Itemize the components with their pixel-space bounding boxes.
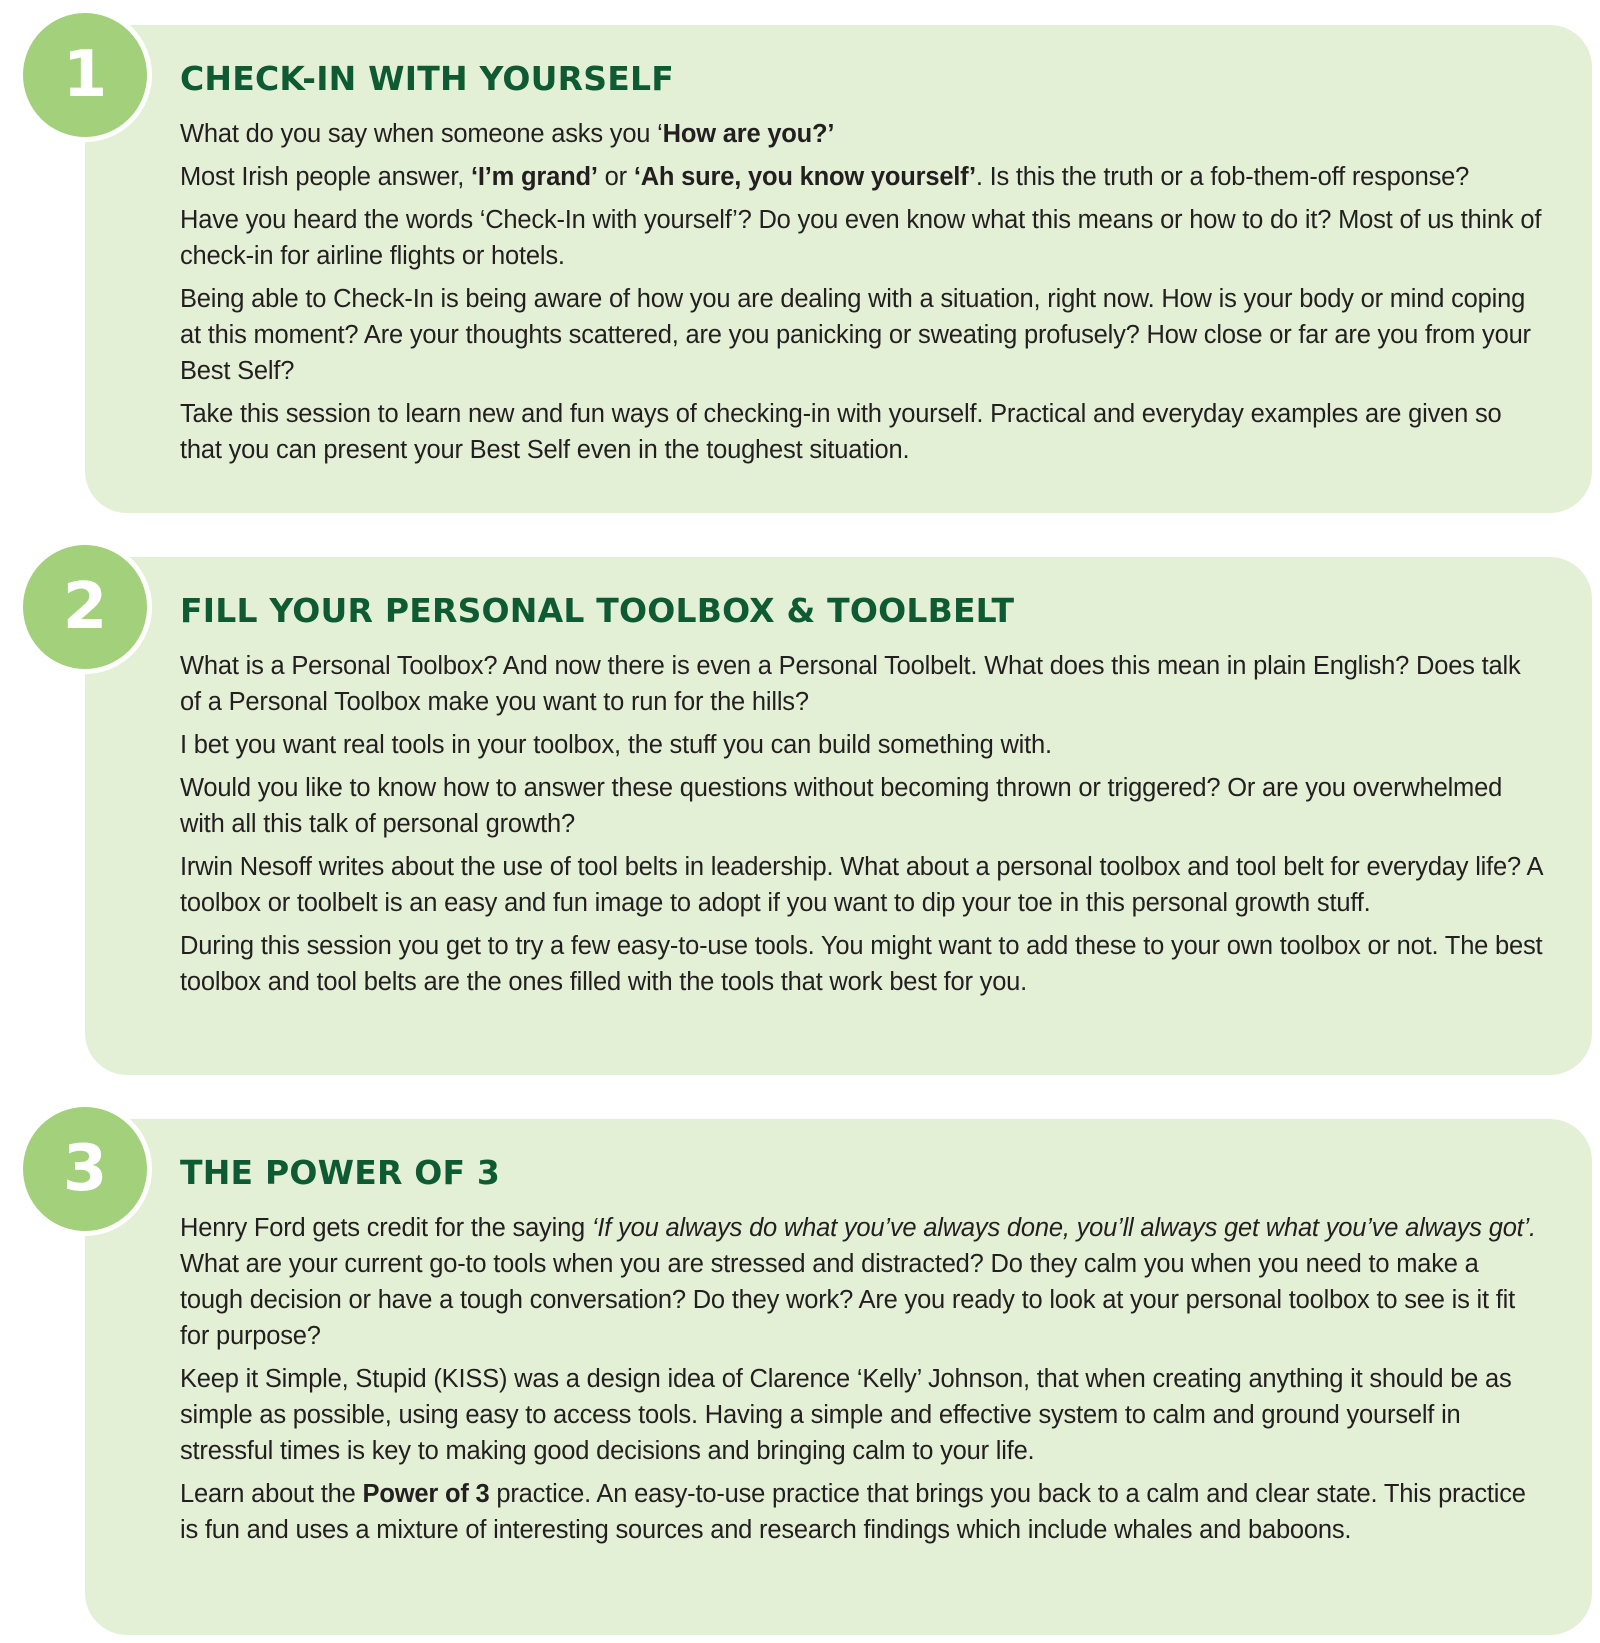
paragraph: What is a Personal Toolbox? And now there is even a Personal Toolbelt. What does this mean in plain English? Does talk of a Personal Toolbox make you want to run for the hills?: [180, 652, 1521, 716]
section-title: CHECK-IN WITH YOURSELF: [180, 59, 674, 98]
section-number-badge: 3: [18, 1102, 152, 1236]
section-title: FILL YOUR PERSONAL TOOLBOX & TOOLBELT: [180, 591, 1015, 630]
paragraph: Irwin Nesoff writes about the use of tool belts in leadership. What about a personal toolbox and tool belt for everyday life? A toolbox or toolbelt is an easy and fun image to adopt if you want to dip your toe in this personal growth stuff.: [180, 853, 1542, 917]
paragraph: Being able to Check-In is being aware of how you are dealing with a situation, right now. How is your body or mind coping at this moment? Are your thoughts scattered, are you panicking or sweating profusely? How close or far are you from your Best Self?: [180, 285, 1531, 385]
section-number-badge: 1: [18, 8, 152, 142]
section-card: [85, 25, 1592, 513]
paragraph: Learn about the Power of 3 practice. An easy-to-use practice that brings you back to a calm and clear state. This practice is fun and uses a mixture of interesting sources and research findings which include whales and baboons.: [180, 1480, 1526, 1544]
section-card: [85, 557, 1592, 1075]
paragraph: Have you heard the words ‘Check-In with yourself’? Do you even know what this means or how to do it? Most of us think of check-in for airline flights or hotels.: [180, 206, 1542, 270]
section-card: [85, 1119, 1592, 1635]
section-title: THE POWER OF 3: [180, 1153, 501, 1192]
section-number-badge: 2: [18, 540, 152, 674]
paragraph: Take this session to learn new and fun ways of checking-in with yourself. Practical and everyday examples are given so that you can present your Best Self even in the toughest situation.: [180, 400, 1502, 464]
paragraph: During this session you get to try a few easy-to-use tools. You might want to add these to your own toolbox or not. The best toolbox and tool belts are the ones filled with the tools that work best for you.: [180, 932, 1543, 996]
paragraph: I bet you want real tools in your toolbox, the stuff you can build something with.: [180, 731, 1052, 759]
paragraph: Would you like to know how to answer these questions without becoming thrown or triggered? Or are you overwhelmed with all this talk of personal growth?: [180, 774, 1503, 838]
paragraph: Most Irish people answer, ‘I’m grand’ or ‘Ah sure, you know yourself’. Is this the truth or a fob-them-off response?: [180, 163, 1470, 191]
paragraph: Keep it Simple, Stupid (KISS) was a design idea of Clarence ‘Kelly’ Johnson, that when creating anything it should be as simple as possible, using easy to access tools. Having a simple and effective system to calm and ground yourself in stressful times is key to making good decisions and bringing calm to your life.: [180, 1365, 1512, 1465]
paragraph: What do you say when someone asks you ‘How are you?’: [180, 120, 835, 148]
paragraph: Henry Ford gets credit for the saying ‘If you always do what you’ve always done, you’ll always get what you’ve always got’. What are your current go-to tools when you are stressed and distracted? Do they calm you when you need to make a tough decision or have a tough conversation? Do they work? Are you ready to look at your personal toolbox to see is it fit for purpose?: [180, 1214, 1536, 1350]
